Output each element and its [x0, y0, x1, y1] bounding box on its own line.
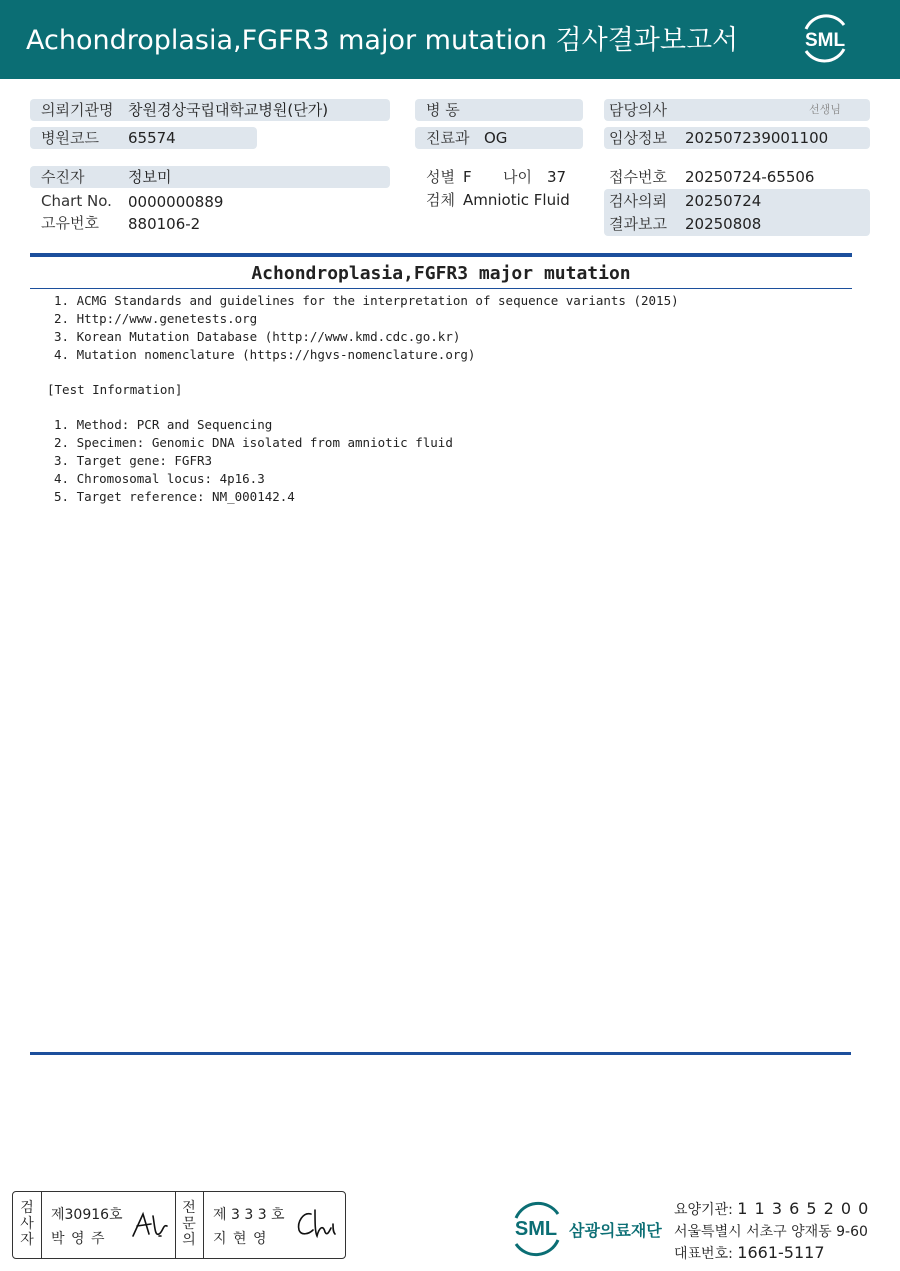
- specialist-signature: [293, 1206, 339, 1242]
- specialist-name: 지 현 영: [213, 1231, 268, 1247]
- phone-line: [674, 1243, 825, 1263]
- examiner-name: 박 영 주: [51, 1231, 106, 1247]
- department-value: OG: [484, 129, 508, 147]
- result-report-value: 20250808: [685, 215, 762, 233]
- specialist-license: 제 3 3 3 호: [213, 1207, 285, 1223]
- clinical-info-value: 202507239001100: [685, 129, 829, 147]
- physician-suffix: 선생님: [809, 103, 841, 116]
- institution-value: 창원경상국립대학교병원(단가): [128, 101, 329, 119]
- age-label: 나이: [503, 168, 532, 186]
- sml-logo-text: SML: [804, 30, 846, 51]
- patient-name-label: 수진자: [41, 168, 85, 186]
- report-header: [0, 0, 900, 79]
- footer-org-name: 삼광의료재단: [569, 1221, 662, 1240]
- footer-logo-text: SML: [514, 1218, 558, 1240]
- specimen-label: 검체: [426, 191, 455, 209]
- test-info-heading: [Test Information]: [47, 382, 183, 397]
- care-org-number: 1 1 3 6 5 2 0 0: [737, 1199, 870, 1218]
- reference-item: 4. Mutation nomenclature (https://hgvs-nomenclature.org): [54, 347, 476, 362]
- unique-no-label: 고유번호: [41, 214, 99, 232]
- reference-item: 3. Korean Mutation Database (http://www.kmd.cdc.go.kr): [54, 329, 461, 344]
- test-info-item: 5. Target reference: NM_000142.4: [54, 489, 295, 504]
- department-label: 진료과: [426, 129, 470, 147]
- examiner-license: 제30916호: [51, 1207, 123, 1223]
- test-info-item: 4. Chromosomal locus: 4p16.3: [54, 471, 265, 486]
- care-org-label: 요양기관:: [674, 1202, 733, 1218]
- sex-label: 성별: [426, 168, 455, 186]
- footer-sml-logo-icon: [508, 1198, 564, 1258]
- examiner-label: 검 사 자: [20, 1200, 34, 1248]
- sml-logo-icon: [796, 11, 854, 65]
- hospital-code-label: 병원코드: [41, 129, 99, 147]
- test-info-item: 1. Method: PCR and Sequencing: [54, 417, 273, 432]
- ward-label: 병 동: [426, 101, 460, 119]
- phone-label: 대표번호:: [674, 1246, 733, 1262]
- test-info-item: 3. Target gene: FGFR3: [54, 453, 213, 468]
- report-bottom-rule: [30, 1052, 851, 1055]
- specialist-label: 전 문 의: [182, 1200, 196, 1248]
- specimen-value: Amniotic Fluid: [463, 191, 570, 209]
- physician-label: 담당의사: [609, 101, 667, 119]
- signature-divider: [203, 1192, 204, 1258]
- report-title-rule: [30, 288, 852, 289]
- examiner-signature: [129, 1206, 171, 1242]
- chart-no-label: Chart No.: [41, 192, 112, 210]
- signature-box: [12, 1191, 346, 1259]
- unique-no-value: 880106-2: [128, 215, 201, 233]
- sex-value: F: [463, 168, 472, 186]
- report-top-rule: [30, 253, 852, 257]
- patient-name-value: 정보미: [128, 168, 172, 186]
- receipt-no-value: 20250724-65506: [685, 168, 815, 186]
- reference-item: 1. ACMG Standards and guidelines for the interpretation of sequence variants (2015): [54, 293, 679, 308]
- test-request-value: 20250724: [685, 192, 762, 210]
- institution-label: 의뢰기관명: [41, 101, 114, 119]
- reference-item: 2. Http://www.genetests.org: [54, 311, 258, 326]
- age-value: 37: [547, 168, 567, 186]
- test-request-label: 검사의뢰: [609, 192, 667, 210]
- receipt-no-label: 접수번호: [609, 168, 667, 186]
- chart-no-value: 0000000889: [128, 193, 224, 211]
- test-info-item: 2. Specimen: Genomic DNA isolated from amniotic fluid: [54, 435, 453, 450]
- phone-number: 1661-5117: [737, 1243, 825, 1262]
- hospital-code-value: 65574: [128, 129, 176, 147]
- care-org-line: [674, 1199, 869, 1219]
- result-report-label: 결과보고: [609, 215, 667, 233]
- signature-divider: [41, 1192, 42, 1258]
- report-header-title: Achondroplasia,FGFR3 major mutation 검사결과보고서: [26, 25, 739, 56]
- footer-address: 서울특별시 서초구 양재동 9-60: [674, 1224, 868, 1240]
- clinical-info-label: 임상정보: [609, 129, 667, 147]
- report-title: Achondroplasia,FGFR3 major mutation: [251, 263, 631, 284]
